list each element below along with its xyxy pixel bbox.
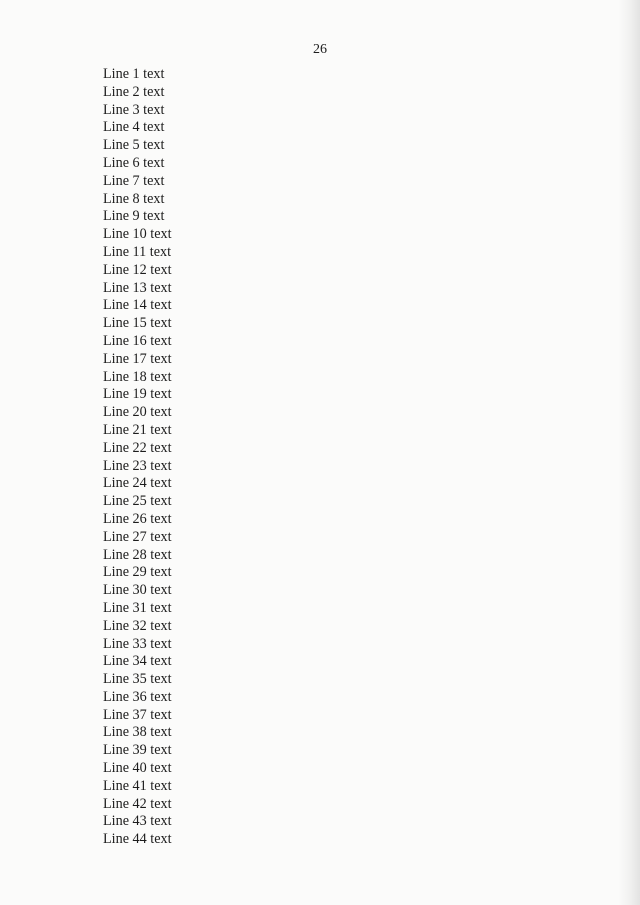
document-body <box>103 66 603 849</box>
text-line: Line 5 text <box>103 137 165 154</box>
text-line: Line 14 text <box>103 297 172 314</box>
text-line: Line 30 text <box>103 582 172 599</box>
text-line: Line 24 text <box>103 475 172 492</box>
scan-edge-shadow <box>618 0 640 905</box>
text-line: Line 13 text <box>103 279 172 296</box>
text-line: Line 1 text <box>103 66 165 82</box>
text-line: Line 27 text <box>103 528 172 545</box>
text-line: Line 12 text <box>103 261 172 278</box>
text-line: Line 25 text <box>103 493 172 510</box>
text-line: Line 31 text <box>103 599 172 616</box>
text-line: Line 38 text <box>103 724 172 741</box>
text-line: Line 32 text <box>103 617 172 634</box>
text-line: Line 6 text <box>103 154 165 171</box>
text-line: Line 16 text <box>103 332 172 349</box>
text-line: Line 37 text <box>103 706 172 723</box>
text-line: Line 8 text <box>103 190 165 207</box>
text-line: Line 41 text <box>103 777 172 794</box>
text-line: Line 36 text <box>103 688 172 705</box>
text-line: Line 7 text <box>103 172 165 189</box>
text-line: Line 3 text <box>103 101 165 118</box>
text-line: Line 42 text <box>103 795 172 812</box>
text-line: Line 35 text <box>103 671 172 688</box>
text-line: Line 33 text <box>103 635 172 652</box>
page-number: 26 <box>313 42 327 57</box>
text-line: Line 4 text <box>103 119 165 136</box>
text-line: Line 26 text <box>103 510 172 527</box>
text-line: Line 20 text <box>103 404 172 421</box>
text-line: Line 21 text <box>103 421 172 438</box>
text-line: Line 18 text <box>103 368 172 385</box>
text-line: Line 39 text <box>103 742 172 759</box>
text-line: Line 43 text <box>103 813 172 830</box>
text-line: Line 11 text <box>103 243 172 260</box>
text-line: Line 19 text <box>103 386 172 403</box>
text-line: Line 44 text <box>103 831 172 848</box>
text-line: Line 2 text <box>103 83 165 100</box>
text-line: Line 9 text <box>103 208 165 225</box>
text-line: Line 34 text <box>103 653 172 670</box>
text-line: Line 29 text <box>103 564 172 581</box>
text-line: Line 10 text <box>103 226 172 243</box>
text-line: Line 22 text <box>103 439 172 456</box>
text-line: Line 28 text <box>103 546 172 563</box>
text-line: Line 15 text <box>103 315 172 332</box>
text-line: Line 23 text <box>103 457 172 474</box>
text-line: Line 40 text <box>103 760 172 777</box>
text-line: Line 17 text <box>103 350 172 367</box>
